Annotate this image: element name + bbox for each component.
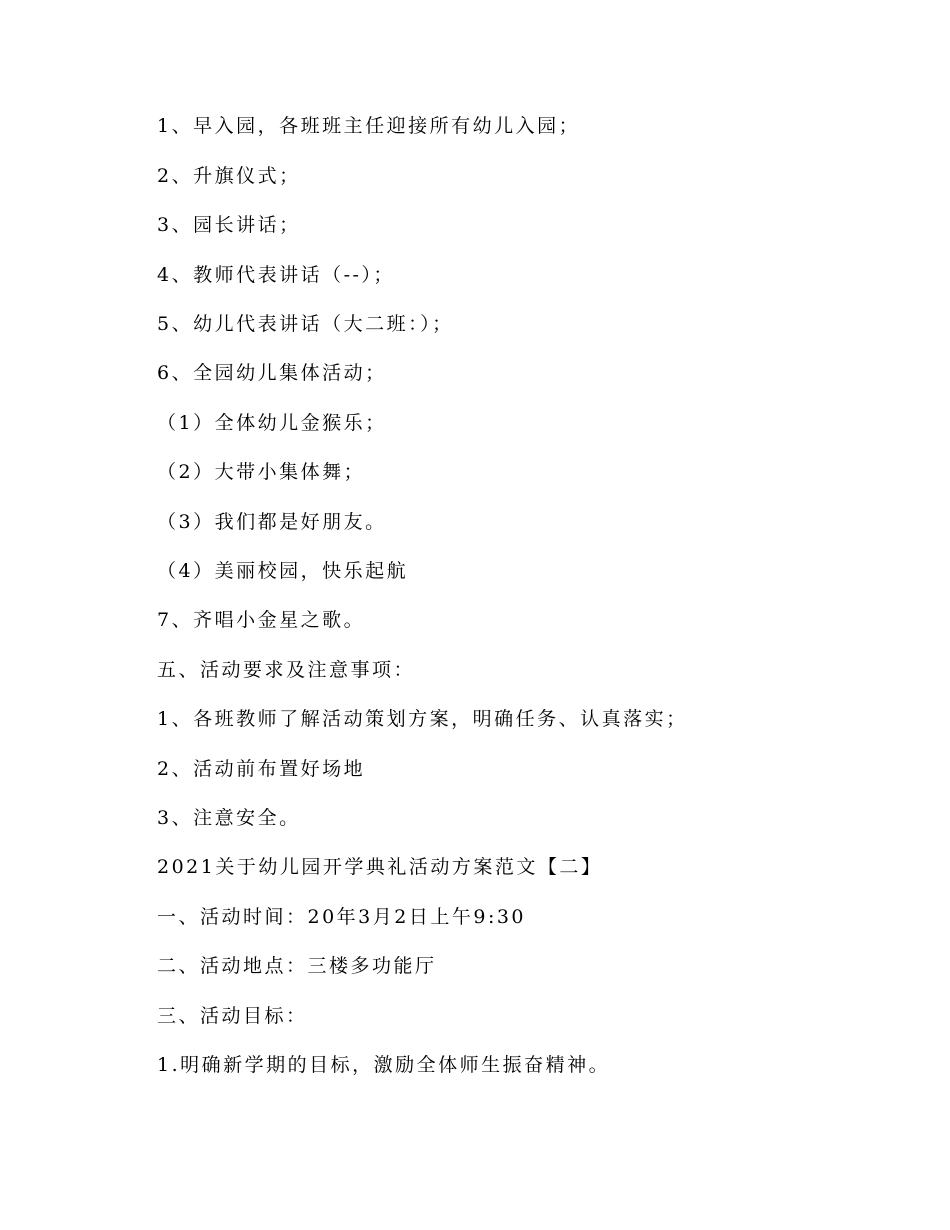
text-line: 5、幼儿代表讲话（大二班：）； [157,313,454,335]
text-line: 1、早入园，各班班主任迎接所有幼儿入园； [157,115,581,137]
text-line: 一、活动时间：20年3月2日上午9:30 [157,906,527,928]
text-line: 二、活动地点：三楼多功能厅 [157,955,437,977]
text-line: （4）美丽校园，快乐起航 [157,560,409,582]
text-line: 2、升旗仪式； [157,165,301,187]
text-line: 4、教师代表讲话（--）； [157,264,395,286]
text-line: 2、活动前布置好场地 [157,758,366,780]
text-line: 3、注意安全。 [157,807,301,829]
document-subtitle: 2021关于幼儿园开学典礼活动方案范文【二】 [157,856,603,878]
text-line: （3）我们都是好朋友。 [157,511,387,533]
text-line: （2）大带小集体舞； [157,461,366,483]
text-line: 三、活动目标： [157,1005,308,1027]
text-line: 1、各班教师了解活动策划方案，明确任务、认真落实； [157,708,688,730]
text-line: 6、全园幼儿集体活动； [157,362,387,384]
text-line: （1）全体幼儿金猴乐； [157,412,387,434]
section-heading: 五、活动要求及注意事项： [157,659,416,681]
text-line: 7、齐唱小金星之歌。 [157,609,366,631]
text-line: 3、园长讲话； [157,214,301,236]
text-line: 1.明确新学期的目标，激励全体师生振奋精神。 [157,1054,611,1076]
